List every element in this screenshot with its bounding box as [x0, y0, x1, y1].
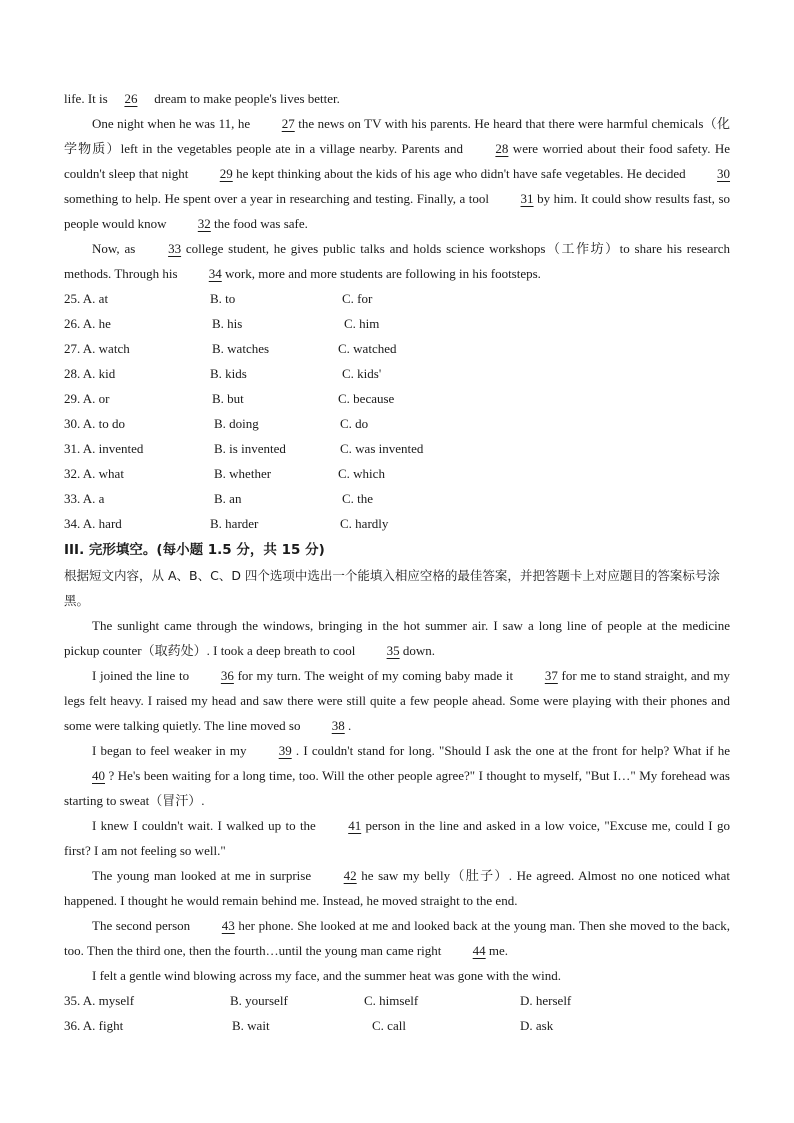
passage1-paragraph1: One night when he was 11, he 27 the news on TV with his parents. He heard that there were harmful chemicals（化学物质）left in the vegetables people ate in a village nearby. Parents and 28 were worried about their food safety. He couldn't sleep that night 29 he kept thinking about the kids of his age who didn't have safe vegetables. He decided 30 something to help. He spent over a year in researching and testing. Finally, a tool 31 by him. It could show results fast, so people would know 32 the food was safe. — [64, 111, 730, 236]
option-row-26: 26. A. he B. his C. him — [64, 316, 380, 331]
option-row-30: 30. A. to do B. doing C. do — [64, 416, 369, 431]
blank-39: 39 — [278, 743, 292, 758]
blank-27: 27 — [281, 116, 295, 131]
options-list-1 — [64, 286, 730, 536]
option-row-36: 36. A. fight B. wait C. call D. ask — [64, 1018, 554, 1033]
blank-37: 37 — [544, 668, 558, 683]
blank-38: 38 — [331, 718, 345, 733]
blank-36: 36 — [220, 668, 234, 683]
option-row-25: 25. A. at B. to C. for — [64, 291, 373, 306]
option-row-32: 32. A. what B. whether C. which — [64, 466, 385, 481]
passage2-paragraph2: I joined the line to 36 for my turn. The weight of my coming baby made it 37 for me to stand straight, and my legs felt heavy. I raised my head and saw there were still quite a few people ahead. Some were playing with their phones and some were talking quietly. The line moved so 38 . — [64, 663, 730, 738]
option-row-31: 31. A. invented B. is invented C. was invented — [64, 441, 424, 456]
option-row-34: 34. A. hard B. harder C. hardly — [64, 516, 389, 531]
blank-40: 40 — [92, 768, 105, 783]
blank-29: 29 — [219, 166, 233, 181]
option-row-33: 33. A. a B. an C. the — [64, 491, 374, 506]
blank-44: 44 — [472, 943, 486, 958]
passage2-paragraph5: The young man looked at me in surprise 42 he saw my belly（肚子）. He agreed. Almost no one noticed what happened. I thought he would remain behind me. Instead, he moved straight to the end. — [64, 863, 730, 913]
blank-31: 31 — [520, 191, 534, 206]
blank-26: 26 — [124, 91, 138, 106]
passage2-paragraph7: I felt a gentle wind blowing across my face, and the summer heat was gone with the wind. — [92, 968, 561, 983]
section-heading: III. 完形填空。(每小题 1.5 分，共 15 分) — [64, 542, 325, 558]
option-row-35: 35. A. myself B. yourself C. himself D. herself — [64, 993, 572, 1008]
option-row-27: 27. A. watch B. watches C. watched — [64, 341, 397, 356]
section-instruction: 根据短文内容，从 A、B、C、D 四个选项中选出一个能填入相应空格的最佳答案，并把答题卡上对应题目的答案标号涂黑。 — [64, 568, 720, 608]
blank-28: 28 — [495, 141, 509, 156]
blank-34: 34 — [208, 266, 222, 281]
passage1-line0: life. It is 26 dream to make people's lives better. — [64, 86, 730, 111]
blank-41: 41 — [348, 818, 362, 833]
blank-32: 32 — [197, 216, 211, 231]
blank-35: 35 — [386, 643, 400, 658]
worksheet — [64, 86, 730, 1038]
blank-42: 42 — [343, 868, 357, 883]
blank-43: 43 — [221, 918, 235, 933]
passage2-paragraph4: I knew I couldn't wait. I walked up to the 41 person in the line and asked in a low voice, "Excuse me, could I go first? I am not feeling so well." — [64, 813, 730, 863]
passage1-paragraph2: Now, as 33 college student, he gives public talks and holds science workshops（工作坊）to share his research methods. Through his 34 work, more and more students are following in his footsteps. — [64, 236, 730, 286]
options-list-2 — [64, 988, 730, 1038]
option-row-28: 28. A. kid B. kids C. kids' — [64, 366, 382, 381]
option-row-29: 29. A. or B. but C. because — [64, 391, 395, 406]
blank-30: 30 — [717, 166, 731, 181]
passage2-paragraph3: I began to feel weaker in my 39 . I couldn't stand for long. "Should I ask the one at the front for help? What if he 40 ? He's been waiting for a long time, too. Will the other people agree?" I thought to myself, "But I…" My forehead was starting to sweat（冒汗）. — [64, 738, 730, 813]
passage2-paragraph1: The sunlight came through the windows, bringing in the hot summer air. I saw a long line of people at the medicine pickup counter（取药处）. I took a deep breath to cool 35 down. — [64, 613, 730, 663]
passage2-paragraph6: The second person 43 her phone. She looked at me and looked back at the young man. Then she moved to the back, too. Then the third one, then the fourth…until the young man came right 44 me. — [64, 913, 730, 963]
blank-33: 33 — [168, 241, 182, 256]
